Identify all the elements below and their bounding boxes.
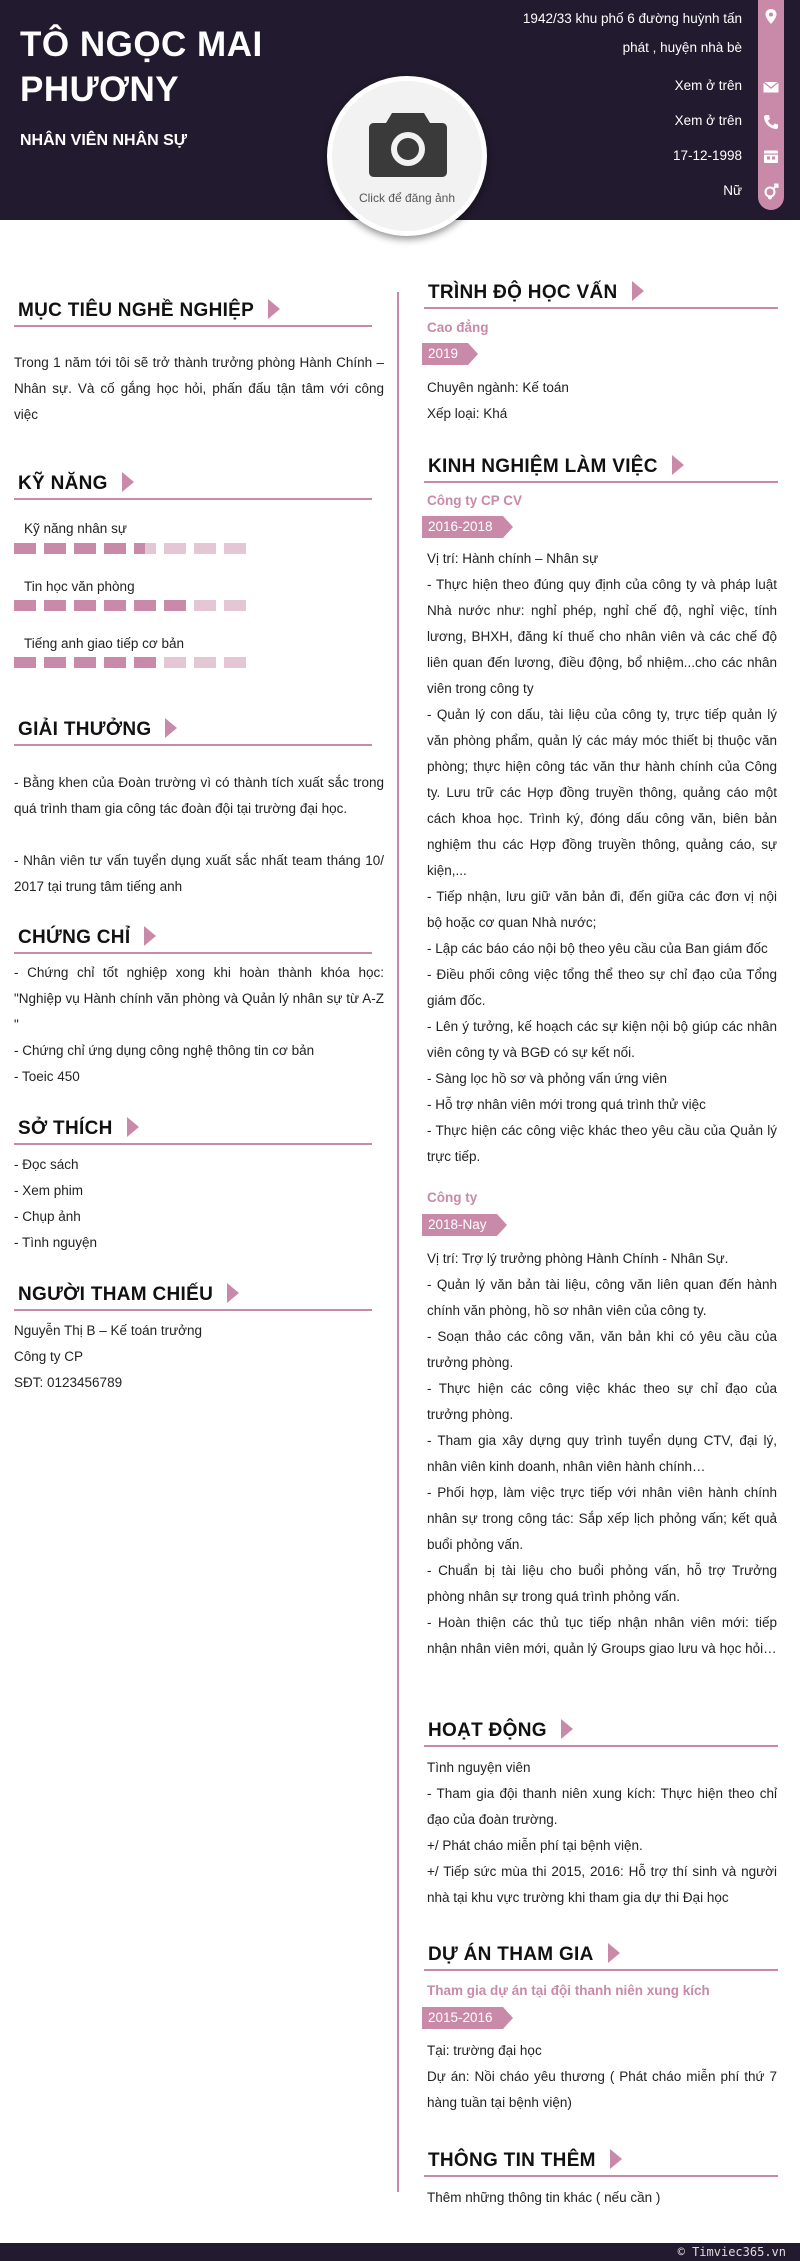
objective-title: MỤC TIÊU NGHỀ NGHIỆP [18, 299, 280, 322]
arrow-icon [608, 1943, 620, 1963]
certificate-line: - Toeic 450 [14, 1069, 80, 1084]
job-period-tag: 2016-2018 [422, 516, 503, 538]
contact-icon-bar [758, 0, 784, 210]
job-detail: - Phối hợp, làm việc trực tiếp với nhân viên hành chính nhân sự trong công tác: Sắp xếp lịch phỏng vấn; kết quả buổi phỏng vấn. [427, 1485, 777, 1552]
skill-bar [14, 657, 254, 668]
job-detail: - Sàng lọc hồ sơ và phỏng vấn ứng viên [427, 1071, 668, 1086]
hobby-item: - Tình nguyện [14, 1235, 98, 1250]
arrow-icon [632, 281, 644, 301]
awards-title: GIẢI THƯỞNG [18, 718, 177, 741]
skill-bar [14, 543, 254, 554]
skill-level-segment [104, 543, 126, 554]
skill-level-segment [194, 543, 216, 554]
skill-level-segment [224, 600, 246, 611]
job-detail: - Thực hiện theo đúng quy định của công ty và pháp luật Nhà nước như: nghỉ phép, nghỉ chế độ, nghỉ việc, tính lương, BHXH, đăng kí thuế cho nhân viên và các chế độ liên quan đến lương, điều động, bổ nhiệm...cho các nhân viên trong công ty [427, 577, 777, 696]
arrow-icon [268, 299, 280, 319]
skills-title: KỸ NĂNG [18, 472, 134, 495]
job-detail: - Lên ý tưởng, kế hoạch các sự kiện nội bộ giúp các nhân viên công ty và BGĐ có sự kết nối. [427, 1019, 777, 1060]
section-underline [424, 1745, 778, 1747]
skill-level-segment [44, 543, 66, 554]
email-value: Xem ở trên [674, 78, 742, 93]
skill-level-segment [14, 657, 36, 668]
skill-level-segment [224, 657, 246, 668]
column-divider [397, 292, 399, 2192]
job-detail: - Tiếp nhận, lưu giữ văn bản đi, đến giữa các đơn vị nội bộ hoặc cơ quan Nhà nước; [427, 889, 777, 930]
activity-line: - Tham gia đội thanh niên xung kích: Thực hiện theo chỉ đạo của đoàn trường. [427, 1786, 777, 1827]
section-underline [424, 1969, 778, 1971]
job-position: NHÂN VIÊN NHÂN SỰ [20, 132, 188, 149]
job-detail: - Hoàn thiện các thủ tục tiếp nhận nhân viên mới: tiếp nhận nhân viên mới, quản lý Groups giao lưu và học hỏi… [427, 1615, 777, 1656]
projects-title: DỰ ÁN THAM GIA [428, 1943, 620, 1966]
activity-line: Tình nguyện viên [427, 1760, 531, 1775]
arrow-icon [144, 926, 156, 946]
skill-level-segment [74, 543, 96, 554]
full-name: TÔ NGỌC MAI PHƯƠNY [20, 25, 263, 109]
skill-level-segment [104, 600, 126, 611]
skill-level-segment [194, 657, 216, 668]
arrow-icon [127, 1117, 139, 1137]
education-school: Cao đẳng [427, 320, 489, 335]
phone-value: Xem ở trên [674, 113, 742, 128]
activities-title: HOẠT ĐỘNG [428, 1719, 573, 1742]
hobby-item: - Xem phim [14, 1183, 84, 1198]
map-pin-icon [762, 8, 780, 26]
camera-icon [368, 109, 448, 177]
envelope-icon [762, 78, 780, 96]
section-underline [424, 307, 778, 309]
experience-title: KINH NGHIỆM LÀM VIỆC [428, 455, 684, 478]
address-line-2: phát , huyện nhà bè [622, 40, 742, 55]
birthday-value: 17-12-1998 [672, 148, 742, 163]
project-name: Tham gia dự án tại đội thanh niên xung kích [427, 1983, 710, 1998]
objective-text: Trong 1 năm tới tôi sẽ trở thành trưởng phòng Hành Chính – Nhân sự. Và cố gắng học hỏi, phấn đấu tận tâm với công việc [14, 355, 384, 422]
activity-line: +/ Tiếp sức mùa thi 2015, 2016: Hỗ trợ thí sinh và người nhà tại khu vực trường khi tham gia dự thi Đại học [427, 1864, 777, 1905]
skill-level-segment [14, 600, 36, 611]
skill-level-segment [134, 600, 156, 611]
address-line-1: 1942/33 khu phố 6 đường huỳnh tấn [522, 11, 742, 26]
section-underline [14, 1143, 372, 1145]
additional-info-title: THÔNG TIN THÊM [428, 2149, 622, 2172]
education-year-tag: 2019 [422, 343, 468, 365]
skill-name: Tiếng anh giao tiếp cơ bản [24, 636, 184, 651]
skill-level-segment [194, 600, 216, 611]
skill-level-segment [74, 600, 96, 611]
education-major: Chuyên ngành: Kế toán [427, 380, 569, 395]
job-detail: - Tham gia xây dựng quy trình tuyển dụng CTV, đại lý, nhân viên kinh doanh, nhân viên hành chính… [427, 1433, 777, 1474]
skill-level-segment [44, 657, 66, 668]
reference-line: Công ty CP [14, 1349, 84, 1364]
reference-line: Nguyễn Thị B – Kế toán trưởng [14, 1323, 202, 1338]
skill-level-segment [164, 543, 186, 554]
section-underline [14, 1309, 372, 1311]
job-detail: - Quản lý văn bản tài liệu, công văn liên quan đến hành chính văn phòng, hồ sơ nhân viên của công ty. [427, 1277, 777, 1318]
section-underline [424, 2175, 778, 2177]
arrow-icon [672, 455, 684, 475]
job-company: Công ty [427, 1190, 478, 1205]
gender-icon [762, 182, 780, 200]
job-detail: - Thực hiện các công việc khác theo yêu cầu của Quản lý trực tiếp. [427, 1123, 777, 1164]
education-title: TRÌNH ĐỘ HỌC VẤN [428, 281, 644, 304]
project-period-tag: 2015-2016 [422, 2007, 503, 2029]
job-detail: - Hỗ trợ nhân viên mới trong quá trình thử việc [427, 1097, 706, 1112]
arrow-icon [122, 472, 134, 492]
additional-info-text: Thêm những thông tin khác ( nếu cần ) [427, 2190, 661, 2205]
reference-line: SĐT: 0123456789 [14, 1375, 123, 1390]
skill-level-segment [224, 543, 246, 554]
section-underline [424, 481, 778, 483]
skill-level-segment [14, 543, 36, 554]
arrow-icon [165, 718, 177, 738]
phone-icon [762, 113, 780, 131]
references-title: NGƯỜI THAM CHIẾU [18, 1283, 239, 1306]
certificates-title: CHỨNG CHỈ [18, 926, 156, 949]
job-detail: - Soạn thảo các công văn, văn bản khi có yêu cầu của trưởng phòng. [427, 1329, 777, 1370]
skill-name: Tin học văn phòng [24, 579, 135, 594]
skill-level-segment [134, 657, 156, 668]
project-line: Dự án: Nồi cháo yêu thương ( Phát cháo miễn phí thứ 7 hàng tuần tại bệnh viện) [427, 2069, 777, 2110]
hobby-item: - Đọc sách [14, 1157, 79, 1172]
project-line: Tại: trường đại học [427, 2043, 542, 2058]
gender-value: Nữ [723, 183, 742, 198]
certificate-line: - Chứng chỉ ứng dụng công nghệ thông tin cơ bản [14, 1043, 315, 1058]
job-detail: - Lập các báo cáo nội bộ theo yêu cầu của Ban giám đốc [427, 941, 768, 956]
skill-level-segment [164, 600, 186, 611]
job-detail: - Quản lý con dấu, tài liệu của công ty, trực tiếp quản lý văn phòng phẩm, quản lý các máy móc thiết bị thuộc văn phòng; thực hiện công tác văn thư hành chính của Công ty. Lưu trữ các Hợp đồng truyền thông, quảng cáo một cách khoa học. Trình ký, đóng dấu công văn, biên bản nghiệm thu các Hợp đồng truyền thông, quảng cáo, sự kiện,... [427, 707, 777, 878]
award-line: - Nhân viên tư vấn tuyển dụng xuất sắc nhất team tháng 10/ 2017 tại trung tâm tiếng anh [14, 853, 384, 894]
arrow-icon [561, 1719, 573, 1739]
footer-copyright: © Timviec365.vn [0, 2243, 800, 2261]
skill-level-segment [164, 657, 186, 668]
skill-level-segment [44, 600, 66, 611]
award-line: - Bằng khen của Đoàn trường vì có thành tích xuất sắc trong quá trình tham gia công tác đoàn đội tại trường đại học. [14, 775, 384, 816]
section-underline [14, 952, 372, 954]
arrow-icon [227, 1283, 239, 1303]
skill-level-segment [134, 543, 156, 554]
calendar-icon [762, 147, 780, 165]
section-underline [14, 325, 372, 327]
job-detail: - Thực hiện các công việc khác theo sự chỉ đạo của trưởng phòng. [427, 1381, 777, 1422]
job-period-tag: 2018-Nay [422, 1214, 497, 1236]
section-underline [14, 498, 372, 500]
hobby-item: - Chụp ảnh [14, 1209, 81, 1224]
job-detail: Vị trí: Trợ lý trưởng phòng Hành Chính - Nhân Sự. [427, 1251, 729, 1266]
job-company: Công ty CP CV [427, 493, 523, 508]
skill-name: Kỹ năng nhân sự [24, 521, 127, 536]
skill-level-segment [104, 657, 126, 668]
job-detail: - Điều phối công việc tổng thể theo sự chỉ đạo của Tổng giám đốc. [427, 967, 777, 1008]
job-detail: - Chuẩn bị tài liệu cho buổi phỏng vấn, hỗ trợ Trưởng phòng nhân sự trong quá trình phỏng vấn. [427, 1563, 777, 1604]
skill-bar [14, 600, 254, 611]
certificate-line: - Chứng chỉ tốt nghiệp xong khi hoàn thành khóa học: "Nghiệp vụ Hành chính văn phòng và Quản lý nhân sự từ A-Z " [14, 965, 384, 1032]
photo-caption: Click để đăng ảnh [358, 191, 456, 205]
activity-line: +/ Phát cháo miễn phí tại bệnh viện. [427, 1838, 643, 1853]
education-grade: Xếp loại: Khá [427, 406, 508, 421]
profile-photo-upload[interactable] [327, 76, 487, 236]
skill-level-segment [74, 657, 96, 668]
arrow-icon [610, 2149, 622, 2169]
section-underline [14, 744, 372, 746]
job-detail: Vị trí: Hành chính – Nhân sự [427, 551, 599, 566]
hobbies-title: SỞ THÍCH [18, 1117, 139, 1140]
